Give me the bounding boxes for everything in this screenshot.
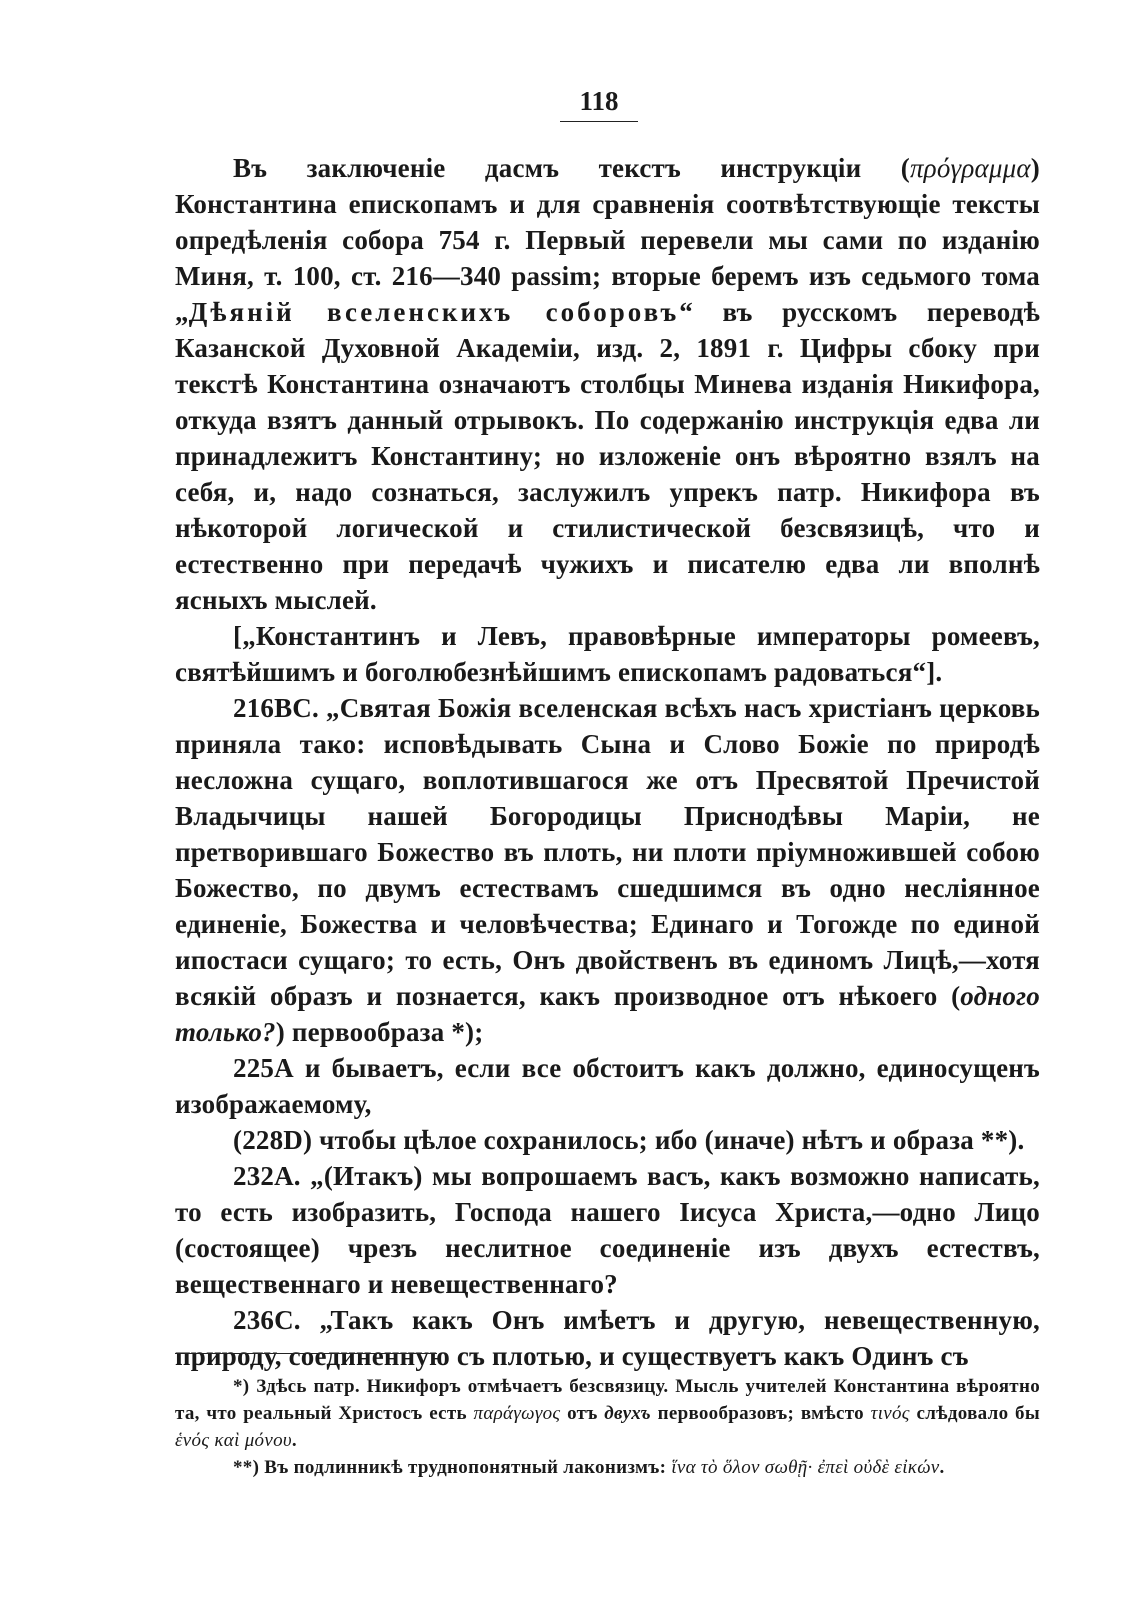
paragraph-216bc-end: ) первообраза *);: [275, 1017, 484, 1047]
paragraph-introduction: [175, 150, 1040, 618]
book-title: Дѣяній вселенскихъ соборовъ: [188, 297, 680, 327]
paragraph-228d: (228D) чтобы цѣлое сохранилось; ибо (иначе) нѣтъ и образа **).: [233, 1125, 1025, 1155]
footnote-2: [175, 1454, 1040, 1481]
paragraph-216bc-text: 216ВС. „Святая Божія вселенская всѣхъ насъ христіанъ церковь приняла тако: исповѣдывать Сына и Слово Божіе по природѣ несложна сущаго, воплотившагося же отъ Пресвятой Пречистой Владычицы нашей Богородицы Приснодѣвы Маріи, не претворившаго Божество въ плоть, ни плоти пріумножившей собою Божество, по двумъ естествамъ сшедшимся въ одно неслiянное единеніе, Божества и человѣчества; Единаго и Тогожде по единой ипостаси сущаго; то есть, Онъ двойственъ въ единомъ Лицѣ,—хотя всякій образъ и познается, какъ производное отъ нѣкоего (: [175, 693, 1040, 1011]
intro-text-part-3: “ въ русскомъ переводѣ Казанской Духовной Академіи, изд. 2, 1891 г. Цифры сбоку при текстѣ Константина означаютъ столбцы Минева изданія Никифора, откуда взятъ данный отрывокъ. По содержанію инструкція едва ли принадлежитъ Константину; но изложеніе онъ вѣроятно взялъ на себя, и, надо сознаться, заслужилъ упрекъ патр. Никифора въ нѣкоторой логической и стилистической безсвязицѣ, что и естественно при передачѣ чужихъ и писателю едва ли вполнѣ ясныхъ мыслей.: [175, 297, 1040, 615]
footnote-2-end: .: [939, 1457, 945, 1478]
paragraph-232a: 232А. „(Итакъ) мы вопрошаемъ васъ, какъ возможно написать, то есть изобразить, Господа нашего Іисуса Христа,—одно Лицо (состоящее) чрезъ неслитное соединеніе изъ двухъ естествъ, вещественнаго и невещественнаго?: [175, 1161, 1040, 1299]
footnote-1-text: слѣдовало бы: [909, 1403, 1040, 1424]
footnotes: [175, 1373, 1040, 1481]
footnote-2-text: **) Въ подлинникѣ труднопонятный лаконизмъ:: [233, 1457, 672, 1478]
footnote-1-text: *) Здѣсь патр. Никифоръ отмѣчаетъ безсвязицу. Мысль учителей Константина вѣроятно та, что реальный Христосъ есть: [175, 1376, 1040, 1424]
main-text: [175, 150, 1040, 1374]
footnote-1: [175, 1373, 1040, 1454]
page-number: 118: [560, 86, 638, 122]
italic-gloss: одного только?: [175, 981, 1040, 1047]
greek-word: παράγωγος: [473, 1403, 561, 1424]
footnote-divider: [175, 1353, 437, 1354]
paragraph-greeting: [„Константинъ и Левъ, правовѣрные императоры ромеевъ, святѣйшимъ и боголюбезнѣйшимъ епископамъ радоваться“].: [175, 621, 1040, 687]
paragraph-225a: 225А и бываетъ, если все обстоитъ какъ должно, единосущенъ изображаемому,: [175, 1053, 1040, 1119]
intro-text-part-1: Въ заключеніе дасмъ текстъ инструкціи (: [233, 153, 910, 183]
italic-word: двухъ: [604, 1403, 651, 1424]
paragraph-216bc: [175, 690, 1040, 1050]
greek-term: πρόγραμμα: [909, 153, 1031, 183]
intro-text-part-2: ) Константина епископамъ и для сравненія соотвѣтствующіе тексты опредѣленія собора 754 г. Первый перевели мы сами по изданію Миня, т. 100, ст. 216—340 passim; вторые беремъ изъ седьмого тома „: [175, 153, 1040, 327]
footnote-1-end: .: [291, 1430, 297, 1451]
footnote-1-text: первообразовъ; вмѣсто: [650, 1403, 871, 1424]
greek-quote: ἵνα τὸ ὅλον σωθῇ· ἐπεὶ οὐδὲ εἰκών: [671, 1457, 940, 1478]
footnote-1-text: отъ: [560, 1403, 605, 1424]
paragraph-236c: 236С. „Такъ какъ Онъ имѣетъ и другую, невещественную, природу, соединенную съ плотью, и существуетъ какъ Одинъ съ: [175, 1305, 1040, 1371]
greek-phrase: ἑνός καὶ μόνου: [175, 1430, 292, 1451]
greek-word: τινός: [870, 1403, 910, 1424]
